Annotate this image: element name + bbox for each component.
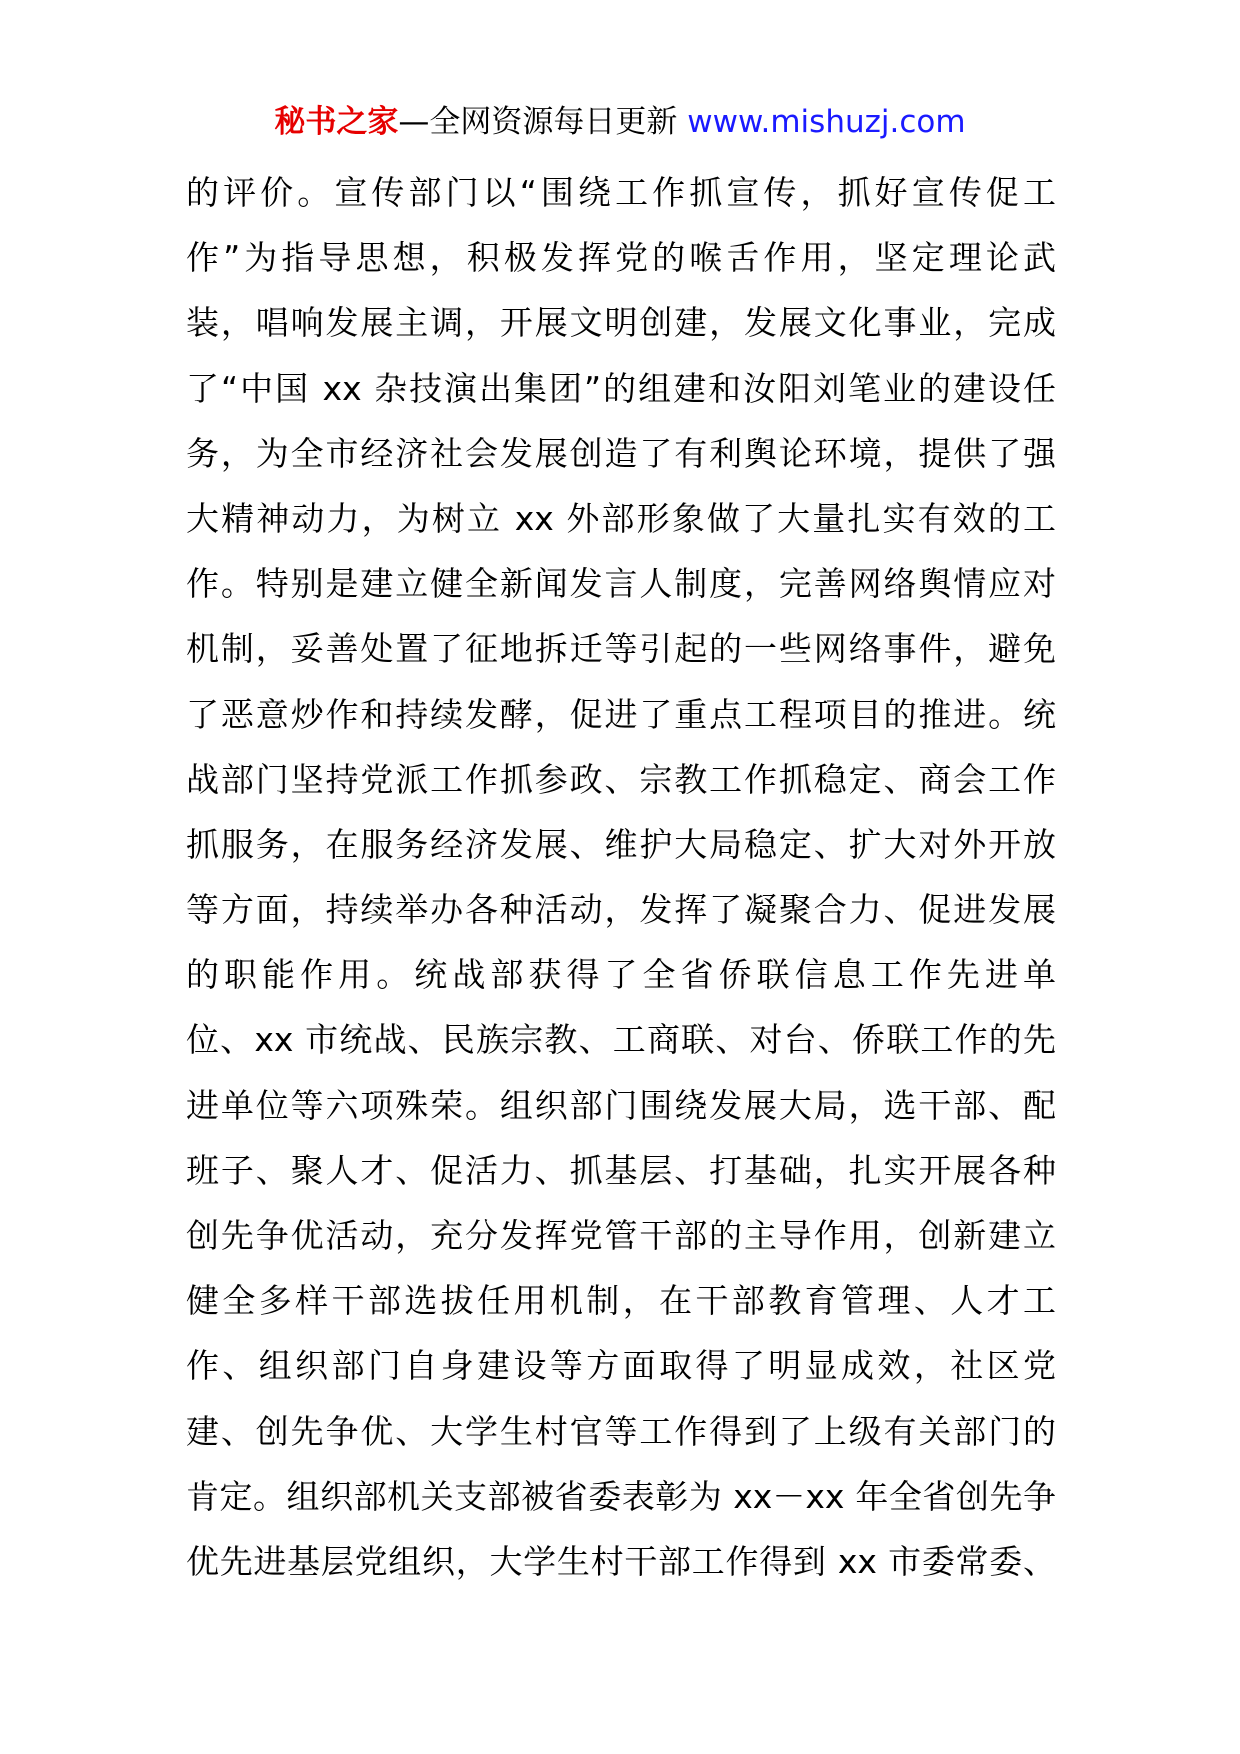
body-line: 健全多样干部选拔任用机制，在干部教育管理、人才工 xyxy=(186,1281,1056,1321)
header-brand: 秘书之家 xyxy=(274,104,399,140)
body-line: 作”为指导思想，积极发挥党的喉舌作用，坚定理论武 xyxy=(186,238,1056,278)
page-header xyxy=(0,100,1240,144)
body-line: 班子、聚人才、促活力、抓基层、打基础，扎实开展各种 xyxy=(186,1150,1056,1190)
body-line: 务，为全市经济社会发展创造了有利舆论环境，提供了强 xyxy=(186,433,1056,473)
body-line: 等方面，持续举办各种活动，发挥了凝聚合力、促进发展 xyxy=(186,890,1056,930)
body-line: 抓服务，在服务经济发展、维护大局稳定、扩大对外开放 xyxy=(186,824,1056,864)
body-line: 作、组织部门自身建设等方面取得了明显成效，社区党 xyxy=(186,1346,1056,1386)
body-line: 战部门坚持党派工作抓参政、宗教工作抓稳定、商会工作 xyxy=(186,759,1056,799)
body-line: 创先争优活动，充分发挥党管干部的主导作用，创新建立 xyxy=(186,1216,1056,1255)
body-line: 位、xx 市统战、民族宗教、工商联、对台、侨联工作的先 xyxy=(186,1020,1056,1060)
body-line: 作。特别是建立健全新闻发言人制度，完善网络舆情应对 xyxy=(186,564,1056,604)
body-line: 优先进基层党组织，大学生村干部工作得到 xx 市委常委、 xyxy=(186,1541,1056,1581)
body-line: 大精神动力，为树立 xx 外部形象做了大量扎实有效的工 xyxy=(186,498,1056,538)
header-url-link[interactable]: www.mishuzj.com xyxy=(687,104,966,140)
body-line: 的职能作用。统战部获得了全省侨联信息工作先进单 xyxy=(186,955,1056,995)
body-line: 肯定。组织部机关支部被省委表彰为 xx－xx 年全省创先争 xyxy=(186,1476,1056,1516)
document-body xyxy=(186,160,1056,1594)
body-line: 了“中国 xx 杂技演出集团”的组建和汝阳刘笔业的建设任 xyxy=(186,368,1056,408)
body-line: 建、创先争优、大学生村官等工作得到了上级有关部门的 xyxy=(186,1411,1056,1451)
header-tagline: —全网资源每日更新 xyxy=(398,104,678,140)
body-line: 进单位等六项殊荣。组织部门围绕发展大局，选干部、配 xyxy=(186,1085,1056,1125)
body-line: 机制，妥善处置了征地拆迁等引起的一些网络事件，避免 xyxy=(186,629,1056,669)
body-line: 了恶意炒作和持续发酵，促进了重点工程项目的推进。统 xyxy=(186,694,1056,734)
body-line: 装，唱响发展主调，开展文明创建，发展文化事业，完成 xyxy=(186,303,1056,343)
body-line: 的评价。宣传部门以“围绕工作抓宣传，抓好宣传促工 xyxy=(186,173,1056,212)
